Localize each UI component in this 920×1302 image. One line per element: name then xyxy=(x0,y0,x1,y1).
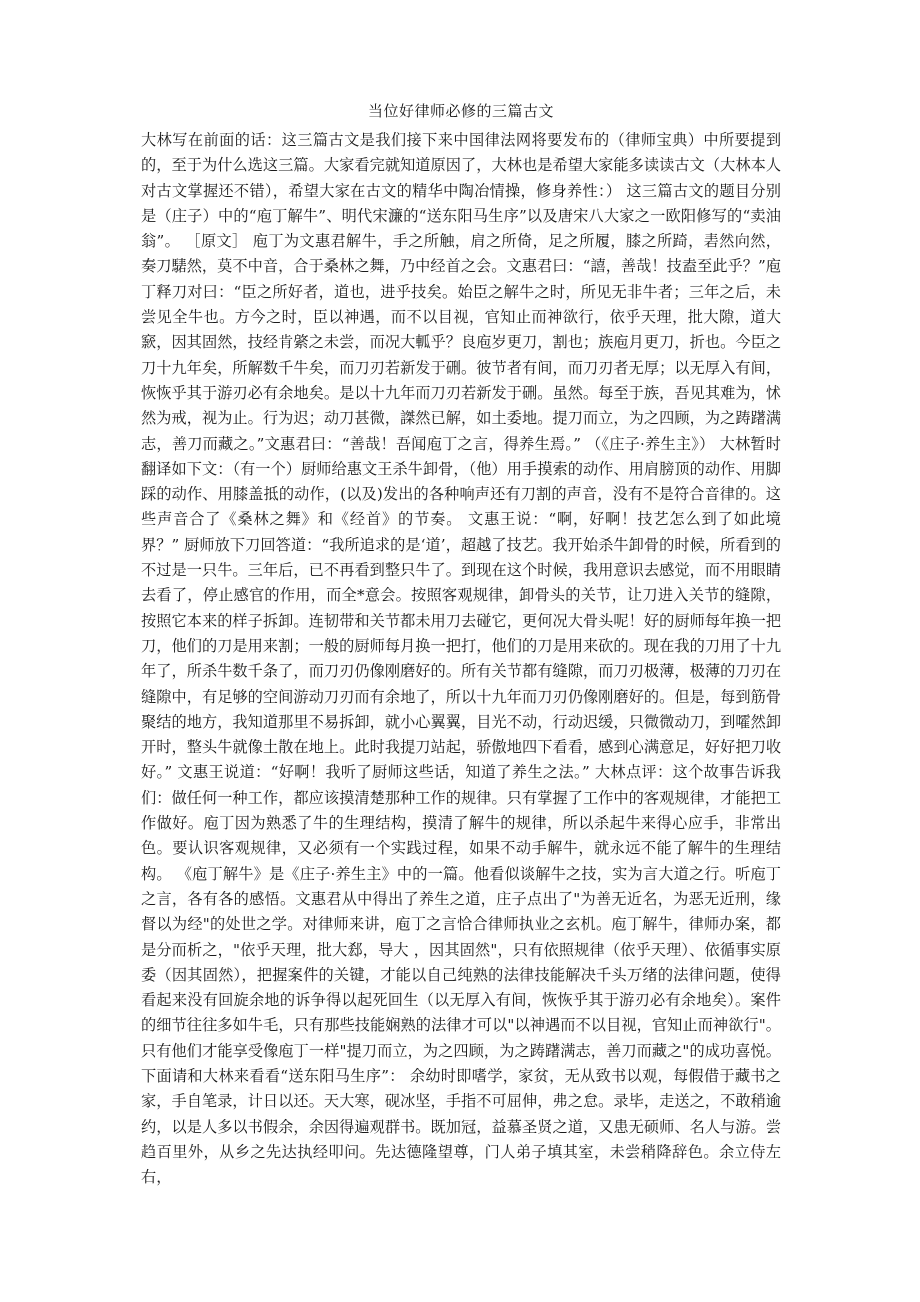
document-title: 当位好律师必修的三篇古文 xyxy=(367,102,554,120)
document-page xyxy=(141,100,781,1190)
document-body-text: 大林写在前面的话：这三篇古文是我们接下来中国律法网将要发布的（律师宝典）中所要提到的，至于为什么选这三篇。大家看完就知道原因了，大林也是希望大家能多读读古文（大林本人对古文掌握还不错），希望大家在古文的精华中陶冶情操，修身养性：） 这三篇古文的题目分别是（庄子）中的“庖丁解牛”、明代宋濂的“送东阳马生序”以及唐宋八大家之一欧阳修写的“卖油翁”。 ［原文］ 庖丁为文惠君解牛，手之所触，肩之所倚，足之所履，膝之所踦，砉然向然，奏刀騞然，莫不中音，合于桑林之舞，乃中经首之会。文惠君曰：“譆，善哉！技盍至此乎？”庖丁释刀对曰：“臣之所好者，道也，进乎技矣。始臣之解牛之时，所见无非牛者；三年之后，未尝见全牛也。方今之时，臣以神遇，而不以目视，官知止而神欲行，依乎天理，批大隙，道大窾，因其固然，技经肯綮之未尝，而况大軱乎？良庖岁更刀，割也；族庖月更刀，折也。今臣之刀十九年矣，所解数千牛矣，而刀刃若新发于硎。彼节者有间，而刀刃者无厚；以无厚入有间，恢恢乎其于游刃必有余地矣。是以十九年而刀刃若新发于硎。虽然。每至于族，吾见其难为，怵然为戒，视为止。行为迟；动刀甚微，謋然已解，如土委地。提刀而立，为之四顾，为之踌躇满志，善刀而藏之。”文惠君曰：“善哉！吾闻庖丁之言，得养生焉。” （《庄子·养生主》） 大林暂时翻译如下文：（有一个）厨师给惠文王杀牛卸骨，（他）用手摸索的动作、用肩膀顶的动作、用脚踩的动作、用膝盖抵的动作，(以及)发出的各种响声还有刀割的声音，没有不是符合音律的。这些声音合了《桑林之舞》和《经首》的节奏。 文惠王说：“啊，好啊！技艺怎么到了如此境界？” 厨师放下刀回答道：“我所追求的是‘道’，超越了技艺。我开始杀牛卸骨的时候，所看到的不过是一只牛。三年后，已不再看到整只牛了。到现在这个时候，我用意识去感觉，而不用眼睛去看了，停止感官的作用，而全*意会。按照客观规律，卸骨头的关节，让刀进入关节的缝隙，按照它本来的样子拆卸。连韧带和关节都未用刀去碰它，更何况大骨头呢！好的厨师每年换一把刀，他们的刀是用来割；一般的厨师每月换一把打，他们的刀是用来砍的。现在我的刀用了十九年了，所杀牛数千条了，而刀刃仍像刚磨好的。所有关节都有缝隙，而刀刃极薄，极薄的刀刃在缝隙中，有足够的空间游动刀刃而有余地了，所以十九年而刀刃仍像刚磨好的。但是，每到筋骨聚结的地方，我知道那里不易拆卸，就小心翼翼，目光不动，行动迟缓，只微微动刀，到嚯然卸开时，整头牛就像土散在地上。此时我提刀站起，骄傲地四下看看，感到心满意足，好好把刀收好。” 文惠王说道：“好啊！我听了厨师这些话，知道了养生之法。” 大林点评：这个故事告诉我们：做任何一种工作，都应该摸清楚那种工作的规律。只有掌握了工作中的客观规律，才能把工作做好。庖丁因为熟悉了牛的生理结构，摸清了解牛的规律，所以杀起牛来得心应手，非常出色。要认识客观规律，又必须有一个实践过程，如果不动手解牛，就永远不能了解牛的生理结构。 《庖丁解牛》是《庄子·养生主》中的一篇。他看似谈解牛之技，实为言大道之行。听庖丁之言，各有各的感悟。文惠君从中得出了养生之道，庄子点出了"为善无近名，为恶无近刑，缘督以为经"的处世之学。对律师来讲，庖丁之言恰合律师执业之玄机。庖丁解牛，律师办案，都是分而析之，"依乎天理，批大郄，导大 ，因其固然"，只有依照规律（依乎天理）、依循事实原委（因其固然），把握案件的关键，才能以自己纯熟的法律技能解决千头万绪的法律问题，使得看起来没有回旋余地的诉争得以起死回生（以无厚入有间，恢恢乎其于游刃必有余地矣）。案件的细节往往多如牛毛，只有那些技能娴熟的法律才可以"以神遇而不以目视，官知止而神欲行"。只有他们才能享受像庖丁一样"提刀而立，为之四顾，为之踌躇满志，善刀而藏之"的成功喜悦。 下面请和大林来看看“送东阳马生序”： 余幼时即嗜学，家贫，无从致书以观，每假借于藏书之家，手自笔录，计日以还。天大寒，砚冰坚，手指不可屈伸，弗之怠。录毕，走送之，不敢稍逾约，以是人多以书假余，余因得遍观群书。既加冠，益慕圣贤之道，又患无硕师、名人与游。尝趋百里外，从乡之先达执经叩问。先达德隆望尊，门人弟子填其室，未尝稍降辞色。余立侍左右， xyxy=(141,131,781,1187)
